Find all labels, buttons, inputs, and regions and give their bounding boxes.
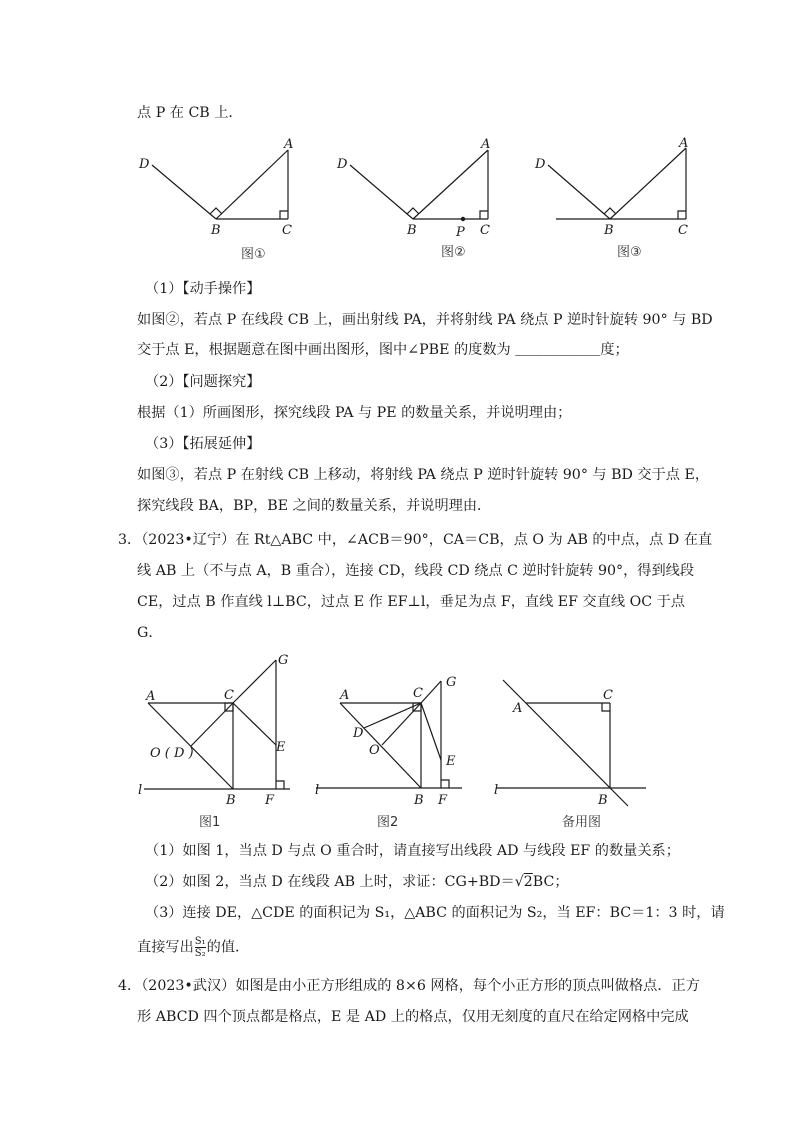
q3fig1-caption: 图1 (199, 815, 221, 830)
q4-line1: 4．（2023•武汉）如图是由小正方形组成的 8×6 网格，每个小正方形的顶点叫做格点．正方 (118, 978, 700, 994)
fig3-label-D: D (535, 157, 546, 172)
fig1-caption: 图① (241, 247, 266, 262)
q2-part1-heading: （1）【动手操作】 (145, 281, 261, 297)
fig2-label-D: D (337, 157, 348, 172)
fraction-numerator: S₁ (194, 936, 206, 947)
fraction-denominator: S₂ (194, 948, 206, 959)
q3fig2-label-E: E (446, 754, 456, 769)
q3spare-label-B: B (598, 793, 608, 808)
q3spare-label-C: C (603, 688, 613, 703)
figure-q3-1 (144, 660, 290, 789)
fig2-label-C: C (480, 223, 490, 238)
q2-part3-line1: 如图③，若点 P 在射线 CB 上移动，将射线 PA 绕点 P 逆时针旋转 90° 与 BD 交于点 E， (137, 467, 710, 483)
q3fig2-label-O: O (369, 743, 380, 758)
fig1-label-C: C (282, 223, 292, 238)
q2-part2-line1: 根据（1）所画图形，探究线段 PA 与 PE 的数量关系，并说明理由； (137, 405, 572, 421)
q2-part3-line2: 探究线段 BA，BP，BE 之间的数量关系，并说明理由． (137, 498, 492, 514)
q3-line3: CE，过点 B 作直线 l⊥BC，过点 E 作 EF⊥l，垂足为点 F，直线 EF 交直线 OC 于点 (137, 594, 685, 610)
q3-part2-radicand: 2 (523, 874, 533, 890)
q3fig2-label-A: A (340, 688, 350, 703)
fig3-label-A: A (679, 136, 689, 151)
fig1-label-D: D (139, 157, 150, 172)
q3fig2-label-D: D (353, 726, 364, 741)
q2-part1-line2: 交于点 E，根据题意在图中画出图形，图中∠PBE 的度数为 ＿＿＿＿＿＿度； (137, 342, 629, 358)
fig3-label-B: B (604, 223, 614, 238)
fig3-label-C: C (678, 223, 688, 238)
q3fig1-label-l: l (138, 783, 143, 798)
q3fig2-label-G: G (446, 675, 457, 690)
fig2-label-A: A (481, 137, 491, 152)
q2-part1-line1: 如图②，若点 P 在线段 CB 上，画出射线 PA，并将射线 PA 绕点 P 逆时针旋转 90° 与 BD (137, 312, 713, 328)
q2-part3-heading: （3）【拓展延伸】 (145, 436, 261, 452)
q3fig2-label-l: l (315, 783, 320, 798)
q4-line2: 形 ABCD 四个顶点都是格点，E 是 AD 上的格点，仅用无刻度的直尺在给定网格中完成 (137, 1009, 689, 1025)
fig2-label-P: P (456, 225, 465, 240)
fig2-label-B: B (407, 223, 417, 238)
figure-q3-2 (316, 681, 462, 788)
q3-part2-pre: （2）如图 2，当点 D 在线段 AB 上时，求证：CG+BD＝√ (145, 874, 524, 890)
fig2-caption: 图② (441, 245, 466, 260)
q3fig1-label-E: E (276, 740, 286, 755)
q3-part3-line1: （3）连接 DE，△CDE 的面积记为 S₁，△ABC 的面积记为 S₂，当 EF：BC＝1：3 时，请 (145, 905, 725, 921)
intro-line: 点 P 在 CB 上． (137, 105, 243, 121)
q3fig1-label-C: C (224, 688, 234, 703)
q3fig1-label-OD: O ( D ) (150, 746, 194, 761)
q3spare-label-l: l (494, 783, 499, 798)
q2-part2-heading: （2）【问题探究】 (145, 374, 261, 390)
s1-over-s2-fraction (195, 936, 206, 959)
fig3-caption: 图③ (617, 245, 642, 260)
q3fig2-label-F: F (438, 793, 448, 808)
q3fig1-label-B: B (226, 793, 236, 808)
q3-line1: 3．（2023•辽宁）在 Rt△ABC 中，∠ACB＝90°，CA＝CB，点 O 为 AB 的中点，点 D 在直 (118, 532, 713, 548)
q3-part3-post: 的值． (206, 939, 250, 956)
q3fig1-label-A: A (146, 689, 156, 704)
q3fig1-label-F: F (265, 793, 275, 808)
q3fig2-label-C: C (413, 686, 423, 701)
fig1-label-B: B (211, 223, 221, 238)
q3-line4: G． (137, 625, 163, 641)
q3-part1: （1）如图 1，当点 D 与点 O 重合时，请直接写出线段 AD 与线段 EF 的数量关系； (145, 843, 680, 859)
q3spare-caption: 备用图 (562, 815, 602, 830)
q3-part2 (145, 872, 569, 892)
q3-part2-post: BC； (532, 874, 569, 890)
q3-line2: 线 AB 上（不与点 A，B 重合），连接 CD，线段 CD 绕点 C 逆时针旋转 90°，得到线段 (137, 563, 695, 579)
fig1-label-A: A (284, 137, 294, 152)
q3-part3-line2 (137, 936, 249, 959)
q3-part3-pre: 直接写出 (137, 939, 194, 956)
q3spare-label-A: A (513, 701, 523, 716)
q3fig1-label-G: G (278, 653, 289, 668)
q3fig2-label-B: B (414, 793, 424, 808)
q3fig2-caption: 图2 (377, 815, 399, 830)
figure-q3-spare (496, 680, 646, 806)
